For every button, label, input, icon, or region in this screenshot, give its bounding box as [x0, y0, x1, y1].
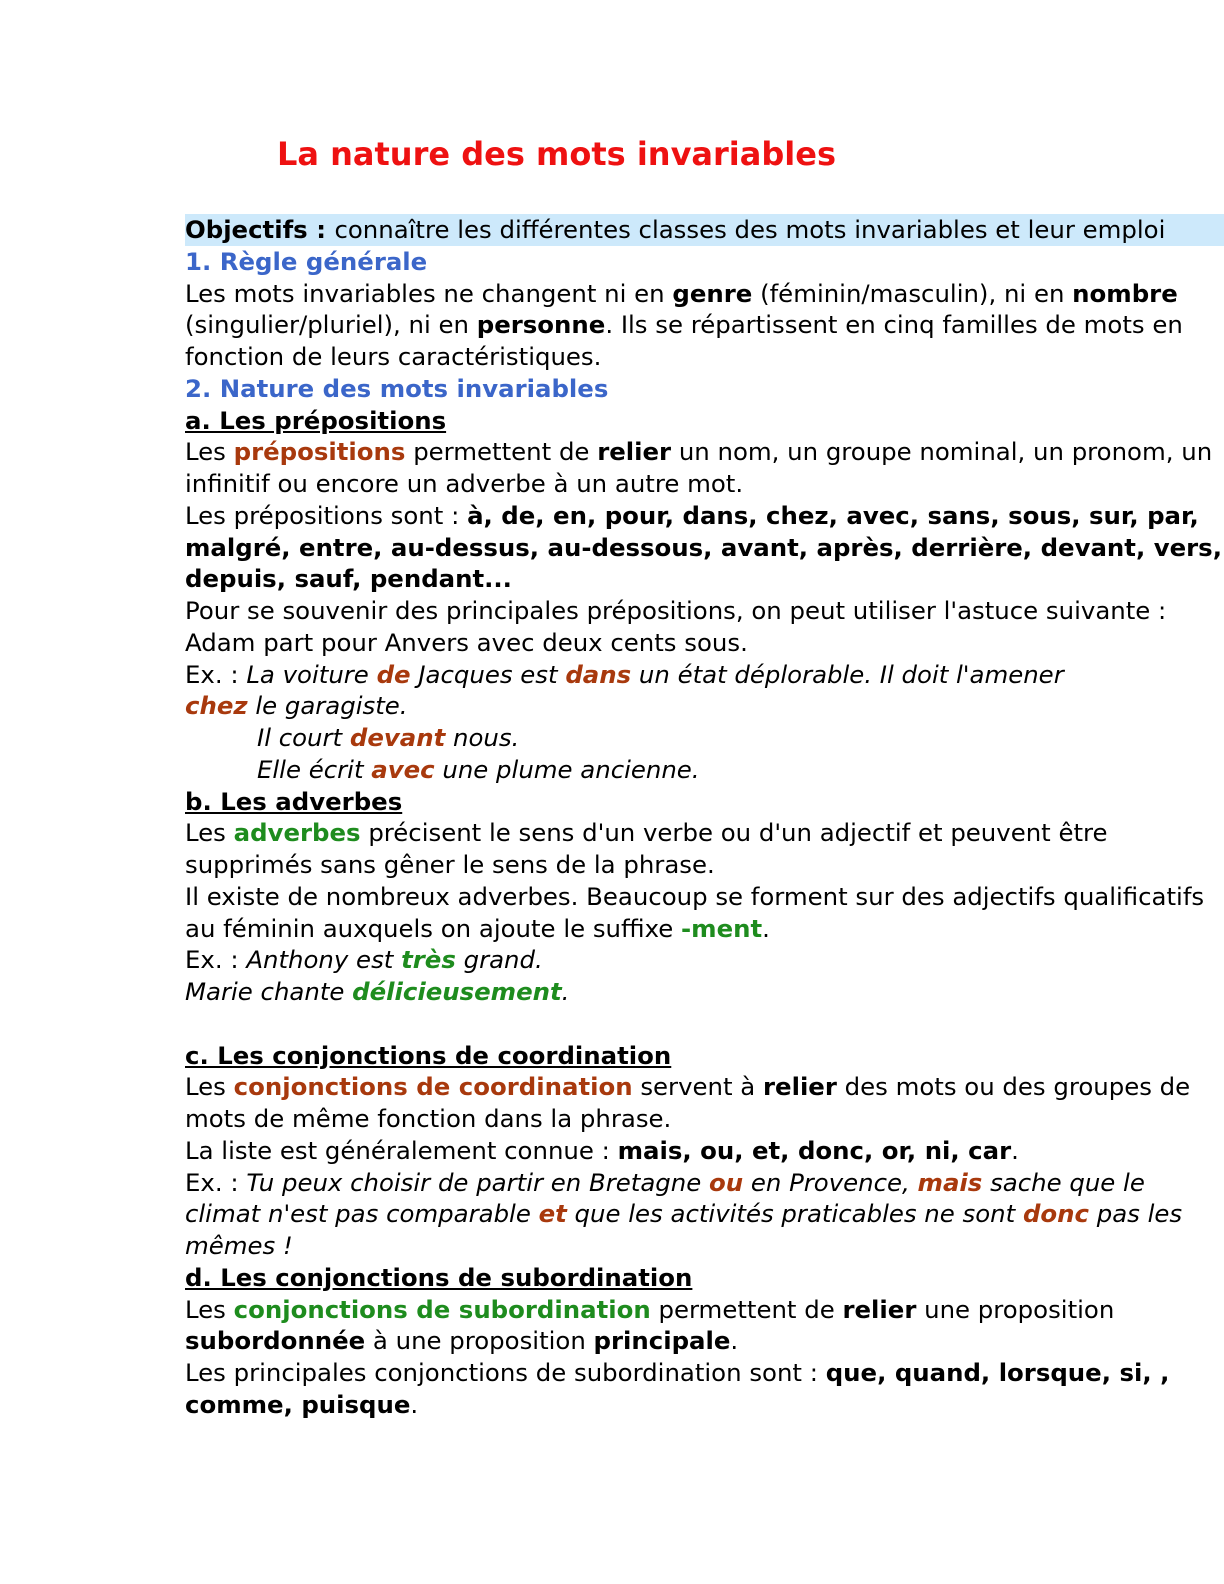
- text-line: [185, 1008, 1224, 1040]
- text-run: mais: [917, 1167, 983, 1197]
- text-run: Marie chante: [185, 977, 353, 1006]
- text-run: permettent de: [650, 1294, 843, 1324]
- text-run: .: [410, 1389, 419, 1419]
- text-run: genre: [672, 278, 753, 308]
- text-run: supprimés sans gêner le sens de la phrase.: [185, 850, 715, 879]
- text-line: [185, 500, 1224, 532]
- text-run: .: [730, 1326, 739, 1356]
- document-title: La nature des mots invariables: [277, 135, 836, 173]
- text-line: [185, 849, 1224, 881]
- text-line: [185, 1103, 1224, 1135]
- text-run: depuis, sauf, pendant...: [185, 564, 512, 594]
- text-line: [185, 532, 1224, 564]
- text-run: délicieusement: [352, 977, 562, 1006]
- text-run: Les principales conjonctions de subordination sont :: [185, 1358, 826, 1387]
- text-run: une plume ancienne.: [434, 754, 700, 784]
- text-run: de: [376, 659, 411, 689]
- text-run: un état déplorable. Il doit l'amener: [631, 659, 1064, 689]
- text-line: [185, 405, 1224, 437]
- text-run: grand.: [455, 945, 543, 975]
- text-run: Ex. :: [185, 1167, 247, 1197]
- section-heading: 2. Nature des mots invariables: [185, 373, 609, 403]
- text-run: personne: [476, 310, 606, 340]
- text-run: Il court: [257, 723, 350, 752]
- text-line: [185, 278, 1224, 310]
- text-run: relier: [597, 437, 672, 467]
- text-run: nous.: [445, 723, 520, 752]
- text-run: Elle écrit: [257, 754, 372, 784]
- text-run: servent à: [632, 1072, 764, 1102]
- text-line: [185, 1071, 1224, 1103]
- section-heading: 1. Règle générale: [185, 246, 428, 276]
- text-line: [185, 1135, 1224, 1167]
- text-run: au féminin auxquels on ajoute le suffixe: [185, 913, 682, 943]
- text-line: [185, 754, 1224, 786]
- text-run: et: [538, 1199, 567, 1229]
- text-line: [185, 1040, 1224, 1072]
- text-line: [185, 246, 1224, 278]
- text-run: devant: [349, 723, 446, 752]
- text-run: principale: [593, 1326, 731, 1356]
- text-run: -ment: [681, 913, 763, 943]
- text-run: Tu peux choisir de partir en Bretagne: [246, 1167, 709, 1197]
- section-heading: d. Les conjonctions de subordination: [185, 1262, 693, 1292]
- text-run: sache que le: [982, 1167, 1145, 1197]
- text-line: [185, 913, 1224, 945]
- text-run: donc: [1022, 1199, 1089, 1229]
- text-line: [185, 1198, 1224, 1230]
- text-line: [185, 1325, 1224, 1357]
- text-run: nombre: [1072, 278, 1178, 308]
- text-line: [185, 436, 1224, 468]
- text-run: que, quand, lorsque, si, ,: [825, 1358, 1170, 1387]
- text-line: [185, 1262, 1224, 1294]
- text-line: [185, 1167, 1224, 1199]
- text-line: [185, 722, 1224, 754]
- section-heading: b. Les adverbes: [185, 786, 403, 816]
- text-run: Ex. :: [185, 659, 247, 689]
- text-line: [185, 373, 1224, 405]
- text-run: .: [561, 977, 570, 1006]
- text-run: .: [762, 913, 770, 943]
- text-run: permettent de: [405, 437, 598, 467]
- text-run: Les prépositions sont :: [185, 500, 468, 530]
- section-heading: a. Les prépositions: [185, 405, 447, 435]
- text-run: une proposition: [916, 1294, 1115, 1324]
- text-run: prépositions: [233, 437, 406, 467]
- text-run: (féminin/masculin), ni en: [752, 278, 1073, 308]
- text-run: mots de même fonction dans la phrase.: [185, 1104, 672, 1133]
- text-run: à, de, en, pour, dans, chez, avec, sans, sous, sur, par,: [467, 500, 1199, 530]
- text-run: relier: [763, 1072, 837, 1102]
- text-run: conjonctions de coordination: [233, 1072, 633, 1102]
- text-run: conjonctions de subordination: [233, 1294, 651, 1324]
- text-run: que les activités praticables ne sont: [566, 1199, 1023, 1229]
- text-run: Pour se souvenir des principales prépositions, on peut utiliser l'astuce suivante :: [185, 596, 1167, 625]
- text-run: La voiture: [246, 659, 377, 689]
- text-run: connaître les différentes classes des mots invariables et leur emploi: [334, 215, 1166, 244]
- text-run: pas les: [1088, 1199, 1183, 1229]
- text-line: [185, 881, 1224, 913]
- text-run: Les: [185, 1294, 234, 1324]
- text-line: [185, 1389, 1224, 1421]
- text-run: Il existe de nombreux adverbes. Beaucoup se forment sur des adjectifs qualificatifs: [185, 881, 1205, 911]
- text-run: Objectifs :: [185, 215, 335, 244]
- text-run: (singulier/pluriel), ni en: [185, 310, 477, 340]
- text-line: [185, 309, 1224, 341]
- text-run: en Provence,: [743, 1167, 918, 1197]
- text-run: adverbes: [233, 818, 361, 848]
- text-run: dans: [565, 659, 632, 689]
- text-line: [185, 690, 1224, 722]
- text-run: un nom, un groupe nominal, un pronom, un: [671, 437, 1213, 467]
- text-line: [185, 786, 1224, 818]
- document-body: [185, 214, 1224, 1421]
- text-run: climat n'est pas comparable: [185, 1199, 539, 1229]
- text-run: Jacques est: [410, 659, 566, 689]
- text-run: précisent le sens d'un verbe ou d'un adjectif et peuvent être: [360, 818, 1108, 848]
- text-run: avec: [371, 754, 435, 784]
- text-line: [185, 214, 1224, 246]
- text-run: Ex. :: [185, 945, 247, 975]
- text-run: infinitif ou encore un adverbe à un autre mot.: [185, 469, 744, 498]
- section-heading: c. Les conjonctions de coordination: [185, 1040, 672, 1070]
- text-line: [185, 817, 1224, 849]
- text-line: [185, 1230, 1224, 1262]
- text-run: fonction de leurs caractéristiques.: [185, 342, 602, 371]
- text-line: [185, 468, 1224, 500]
- text-run: Les: [185, 818, 234, 848]
- text-line: [185, 944, 1224, 976]
- text-line: [185, 976, 1224, 1008]
- text-run: le garagiste.: [247, 691, 408, 721]
- text-line: [185, 341, 1224, 373]
- text-line: [185, 1294, 1224, 1326]
- text-run: malgré, entre, au-dessus, au-dessous, avant, après, derrière, devant, vers,: [185, 532, 1222, 562]
- text-run: Anthony est: [246, 945, 402, 975]
- text-run: mais, ou, et, donc, or, ni, car: [617, 1135, 1012, 1165]
- text-run: Les mots invariables ne changent ni en: [185, 278, 673, 308]
- text-line: [185, 563, 1224, 595]
- text-run: ou: [708, 1167, 744, 1197]
- text-run: La liste est généralement connue :: [185, 1135, 618, 1165]
- text-run: relier: [842, 1294, 917, 1324]
- text-line: [185, 1357, 1224, 1389]
- text-run: mêmes !: [185, 1231, 293, 1260]
- text-run: Les: [185, 437, 234, 467]
- text-run: . Ils se répartissent en cinq familles de mots en: [605, 310, 1183, 340]
- text-line: [185, 595, 1224, 627]
- text-run: des mots ou des groupes de: [836, 1072, 1191, 1102]
- text-run: subordonnée: [185, 1326, 366, 1356]
- text-run: Adam part pour Anvers avec deux cents sous.: [185, 627, 748, 657]
- text-run: à une proposition: [365, 1326, 594, 1356]
- text-line: [185, 627, 1224, 659]
- text-run: Les: [185, 1072, 234, 1102]
- text-line: [185, 659, 1224, 691]
- text-run: chez: [185, 691, 248, 721]
- text-run: très: [401, 945, 456, 975]
- text-run: .: [1011, 1135, 1019, 1165]
- text-run: comme, puisque: [185, 1389, 411, 1419]
